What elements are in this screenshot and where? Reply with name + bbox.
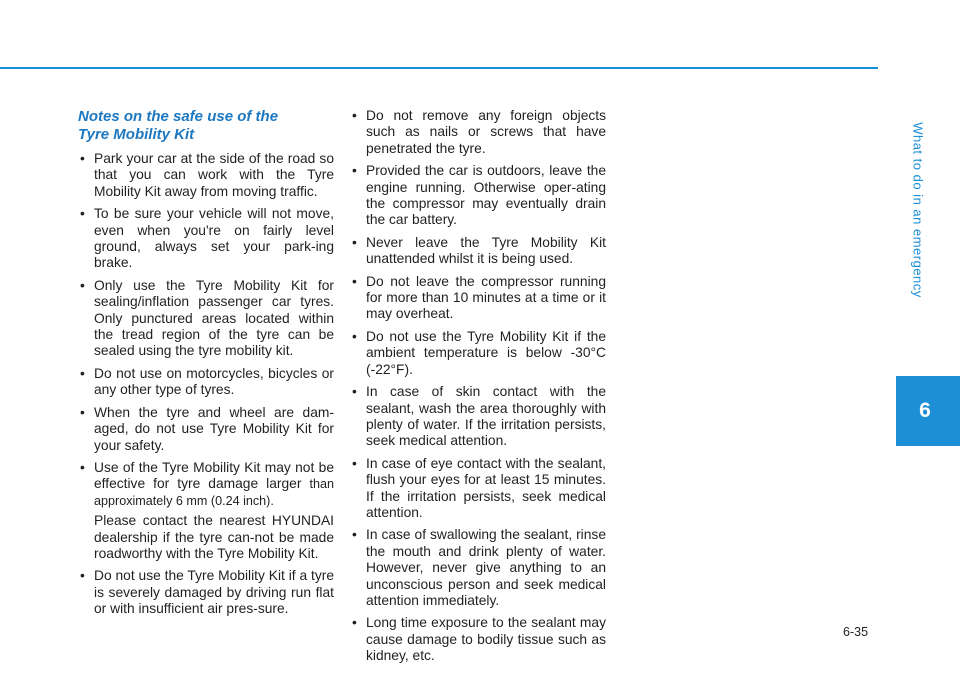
list-item: • Do not remove any foreign objects such as nails or screws that have penetrated the tyre. xyxy=(352,108,606,156)
list-item: • Do not leave the compressor running for more than 10 minutes at a time or it may overheat. xyxy=(352,273,606,322)
left-bullet-list xyxy=(78,151,334,618)
list-item: • Do not use the Tyre Mobility Kit if a tyre is severely damaged by driving run flat or with insufficient air pres-sure. xyxy=(80,568,334,617)
bullet-icon: • xyxy=(80,277,85,293)
list-item: • Provided the car is outdoors, leave the engine running. Otherwise oper-ating the compressor may eventually drain the car battery. xyxy=(352,163,606,228)
bullet-icon: • xyxy=(80,365,85,381)
bullet-icon: • xyxy=(80,568,85,584)
right-bullet-list xyxy=(350,108,606,665)
left-column xyxy=(78,108,334,624)
right-column xyxy=(350,108,606,671)
bullet-icon: • xyxy=(352,527,357,543)
list-item-note: Please contact the nearest HYUNDAI dealership if the tyre can-not be made roadworthy with the Tyre Mobility Kit. xyxy=(94,513,334,561)
bullet-icon: • xyxy=(352,384,357,400)
list-item: • Long time exposure to the sealant may cause damage to bodily tissue such as kidney, etc. xyxy=(352,615,606,664)
section-title xyxy=(78,108,334,144)
list-item: • In case of eye contact with the sealant, flush your eyes for at least 15 minutes. If the irritation persists, seek medical attention. xyxy=(352,455,606,520)
list-item: • In case of swallowing the sealant, rinse the mouth and drink plenty of water. However, never give anything to an unconscious person and seek medical attention immediately. xyxy=(352,527,606,608)
section-title-line2: Tyre Mobility Kit xyxy=(78,126,195,143)
page-number: 6-35 xyxy=(843,625,869,639)
list-item-continuation: than approximately 6 mm (0.24 inch). xyxy=(94,477,334,508)
chapter-side-label xyxy=(880,60,960,360)
bullet-icon: • xyxy=(352,234,357,250)
bullet-icon: • xyxy=(352,455,357,471)
list-item: • Do not use on motorcycles, bicycles or any other type of tyres. xyxy=(80,365,334,398)
bullet-icon: • xyxy=(352,273,357,289)
list-item: • To be sure your vehicle will not move, even when you're on fairly level ground, always set your park-ing brake. xyxy=(80,206,334,271)
list-item: • Only use the Tyre Mobility Kit for sealing/inflation passenger car tyres. Only punctured areas located within the tread region of the tyre can be sealed using the tyre mobility kit. xyxy=(80,277,334,359)
list-item: • Use of the Tyre Mobility Kit may not be effective for tyre damage larger than approximately 6 mm (0.24 inch). Please contact the nearest HYUNDAI dealership if the tyre can-not be made roadworthy with the Tyre Mobility Kit. xyxy=(80,459,334,561)
list-item: • When the tyre and wheel are dam-aged, do not use Tyre Mobility Kit for your safety. xyxy=(80,404,334,453)
bullet-icon: • xyxy=(352,328,357,344)
bullet-icon: • xyxy=(80,459,85,475)
chapter-title: What to do in an emergency xyxy=(910,122,926,298)
list-item: • Never leave the Tyre Mobility Kit unattended whilst it is being used. xyxy=(352,234,606,267)
bullet-icon: • xyxy=(352,615,357,631)
bullet-icon: • xyxy=(80,206,85,222)
bullet-icon: • xyxy=(352,163,357,179)
chapter-tab: 6 xyxy=(896,376,960,446)
list-item: • In case of skin contact with the sealant, wash the area thoroughly with plenty of water. If the irritation persists, seek medical attention. xyxy=(352,384,606,449)
header-rule xyxy=(0,67,878,69)
bullet-icon: • xyxy=(352,108,357,123)
bullet-icon: • xyxy=(80,404,85,420)
list-item: • Do not use the Tyre Mobility Kit if the ambient temperature is below -30°C (-22°F). xyxy=(352,328,606,377)
bullet-icon: • xyxy=(80,151,85,166)
list-item: • Park your car at the side of the road so that you can work with the Tyre Mobility Kit away from moving traffic. xyxy=(80,151,334,199)
section-title-line1: Notes on the safe use of the xyxy=(78,108,279,125)
